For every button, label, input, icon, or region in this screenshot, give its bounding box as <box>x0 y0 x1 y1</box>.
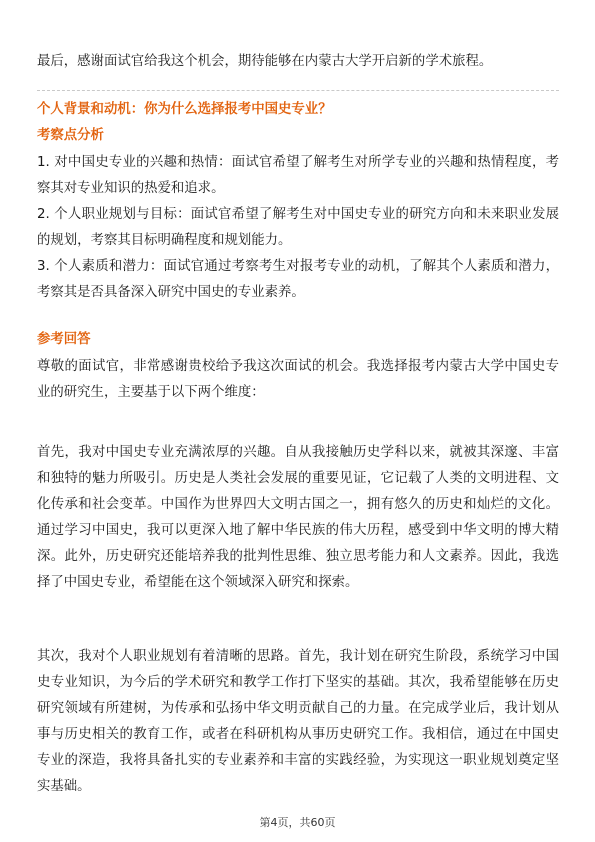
answer-paragraph: 首先，我对中国史专业充满浓厚的兴趣。自从我接触历史学科以来，就被其深邃、丰富和独特的魅力所吸引。历史是人类社会发展的重要见证，它记载了人类的文明进程、文化传承和社会变革。中国作为世界四大文明古国之一，拥有悠久的历史和灿烂的文化。通过学习中国史，我可以更深入地了解中华民族的伟大历程，感受到中华文明的博大精深。此外，历史研究还能培养我的批判性思维、独立思考能力和人文素养。因此，我选择了中国史专业，希望能在这个领域深入研究和探索。 <box>37 445 559 590</box>
section-divider <box>37 90 559 91</box>
page-number: 第4页，共60页 <box>259 816 336 829</box>
analysis-item: 1. 对中国史专业的兴趣和热情：面试官希望了解考生对所学专业的兴趣和热情程度，考察其对专业知识的热爱和追求。 <box>37 155 559 196</box>
analysis-list <box>37 150 559 306</box>
analysis-item: 2. 个人职业规划与目标：面试官希望了解考生对中国史专业的研究方向和未来职业发展的规划，考察其目标明确程度和规划能力。 <box>37 207 559 248</box>
answer-paragraph: 其次，我对个人职业规划有着清晰的思路。首先，我计划在研究生阶段，系统学习中国史专业知识，为今后的学术研究和教学工作打下坚实的基础。其次，我希望能够在历史研究领域有所建树，为传承和弘扬中华文明贡献自己的力量。在完成学业后，我计划从事与历史相关的教育工作，或者在科研机构从事历史研究工作。我相信，通过在中国史专业的深造，我将具备扎实的专业素养和丰富的实践经验，为实现这一职业规划奠定坚实基础。 <box>37 649 559 794</box>
answer-heading: 参考回答 <box>37 332 91 347</box>
intro-paragraph: 最后，感谢面试官给我这个机会，期待能够在内蒙古大学开启新的学术旅程。 <box>37 54 493 69</box>
analysis-item: 3. 个人素质和潜力：面试官通过考察考生对报考专业的动机，了解其个人素质和潜力，考察其是否具备深入研究中国史的专业素养。 <box>37 259 559 300</box>
analysis-heading: 考察点分析 <box>37 128 104 143</box>
answer-intro-paragraph: 尊敬的面试官，非常感谢贵校给予我这次面试的机会。我选择报考内蒙古大学中国史专业的研究生，主要基于以下两个维度： <box>37 359 559 400</box>
question-title: 个人背景和动机：你为什么选择报考中国史专业？ <box>37 102 332 117</box>
